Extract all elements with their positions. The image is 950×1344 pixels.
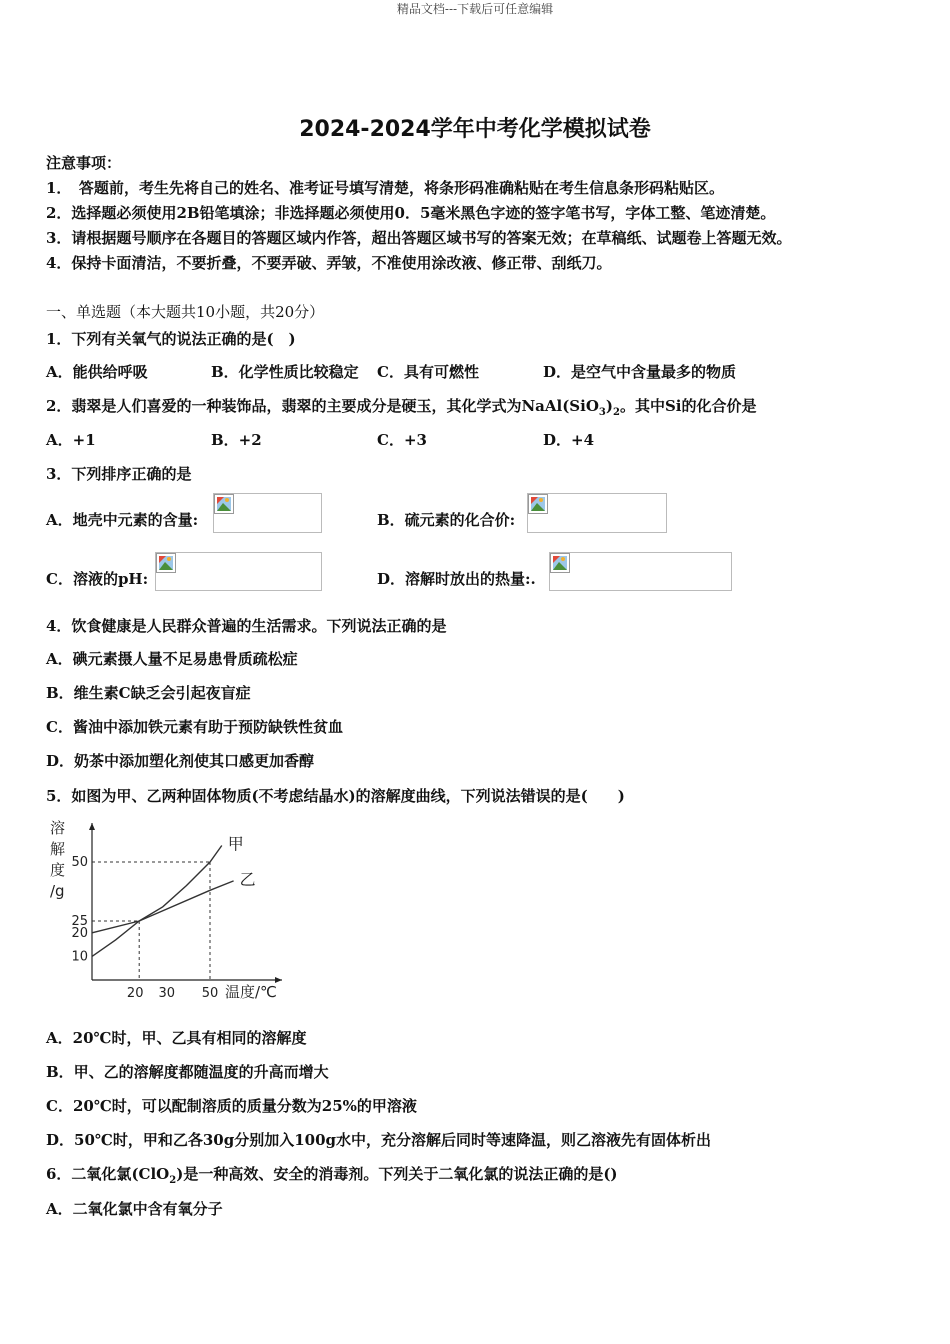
notice-item-1: 1． 答题前，考生先将自己的姓名、准考证号填写清楚，将条形码准确粘贴在考生信息条形码粘贴区。	[46, 179, 724, 197]
q2-option-c: C．+3	[377, 431, 427, 449]
page-title: 2024-2024学年中考化学模拟试卷	[299, 117, 651, 142]
y-axis-label-char-4: /g	[50, 882, 65, 900]
series-label-1: 甲	[227, 834, 244, 854]
y-tick-label-50: 50	[71, 855, 88, 870]
q6-option-a: A．二氧化氯中含有氧分子	[46, 1200, 223, 1218]
page-header: 精品文档---下载后可任意编辑	[396, 2, 554, 16]
q5-stem: 5．如图为甲、乙两种固体物质(不考虑结晶水)的溶解度曲线，下列说法错误的是( )	[46, 787, 625, 805]
q3-c-image-placeholder	[155, 552, 322, 591]
broken-image-icon	[550, 553, 570, 573]
notice-item-4: 4．保持卡面清洁，不要折叠，不要弄破、弄皱，不准使用涂改液、修正带、刮纸刀。	[46, 254, 612, 272]
q5-option-a: A．20℃时，甲、乙具有相同的溶解度	[46, 1029, 307, 1047]
q3-d-image-placeholder	[549, 552, 732, 591]
y-tick-label-20: 20	[71, 925, 88, 941]
y-tick-label-25: 25	[71, 914, 88, 929]
q3-a-image-placeholder	[213, 493, 322, 533]
solubility-chart	[44, 815, 294, 1010]
q4-option-d: D．奶茶中添加塑化剂使其口感更加香醇	[46, 752, 315, 770]
q1-stem: 1．下列有关氧气的说法正确的是( )	[46, 330, 296, 348]
q3-option-c: C．溶液的pH:	[46, 570, 149, 588]
q3-b-image-placeholder	[527, 493, 667, 533]
q1-option-d: D．是空气中含量最多的物质	[543, 363, 737, 381]
q4-stem: 4．饮食健康是人民群众普遍的生活需求。下列说法正确的是	[46, 617, 447, 635]
q3-stem: 3．下列排序正确的是	[46, 465, 192, 483]
y-axis-arrow	[89, 823, 95, 830]
q2-option-a: A．+1	[46, 431, 96, 449]
q6-stem: 6．二氧化氯(ClO$_2$)是一种高效、安全的消毒剂。下列关于二氧化氯的说法正确的是()	[46, 1165, 618, 1186]
section-heading: 一、单选题（本大题共10小题，共20分）	[46, 303, 325, 321]
q1-option-c: C．具有可燃性	[377, 363, 479, 381]
x-axis-label: 温度/℃	[225, 983, 277, 1001]
q4-option-b: B．维生素C缺乏会引起夜盲症	[46, 684, 251, 702]
q2-option-d: D．+4	[543, 431, 595, 449]
q5-option-b: B．甲、乙的溶解度都随温度的升高而增大	[46, 1063, 329, 1081]
y-axis-label-char-1: 溶	[50, 819, 66, 837]
broken-image-icon	[156, 553, 176, 573]
q4-option-c: C．酱油中添加铁元素有助于预防缺铁性贫血	[46, 718, 343, 736]
x-tick-label-30: 30	[158, 986, 176, 1001]
q2-stem: 2．翡翠是人们喜爱的一种装饰品，翡翠的主要成分是硬玉，其化学式为$NaAl(SiO_3)_2$。其中Si的化合价是	[46, 397, 757, 418]
y-axis-label-char-2: 解	[50, 840, 66, 858]
series-label-2: 乙	[239, 869, 256, 889]
notice-item-2: 2．选择题必须使用2B铅笔填涂；非选择题必须使用0．5毫米黑色字迹的签字笔书写，字体工整、笔迹清楚。	[46, 204, 776, 222]
notice-item-3: 3．请根据题号顺序在各题目的答题区域内作答，超出答题区域书写的答案无效；在草稿纸、试题卷上答题无效。	[46, 229, 792, 247]
q2-option-b: B．+2	[211, 431, 262, 449]
y-tick-label-10: 10	[71, 949, 88, 965]
broken-image-icon	[214, 494, 234, 514]
q3-option-d: D．溶解时放出的热量:.	[377, 570, 536, 588]
y-axis-label-char-3: 度	[50, 861, 66, 879]
x-tick-label-50: 50	[201, 986, 219, 1001]
q3-option-b: B．硫元素的化合价:	[377, 511, 516, 529]
q5-option-c: C．20℃时，可以配制溶质的质量分数为25%的甲溶液	[46, 1097, 417, 1115]
q5-option-d: D．50℃时，甲和乙各30g分别加入100g水中，充分溶解后同时等速降温，则乙溶液先有固体析出	[46, 1131, 712, 1149]
broken-image-icon	[528, 494, 548, 514]
q1-option-b: B．化学性质比较稳定	[211, 363, 359, 381]
q4-option-a: A．碘元素摄人量不足易患骨质疏松症	[46, 650, 298, 668]
q1-option-a: A．能供给呼吸	[46, 363, 148, 381]
q3-option-a: A．地壳中元素的含量:	[46, 511, 199, 529]
x-tick-label-20: 20	[126, 986, 144, 1001]
notice-heading: 注意事项：	[46, 154, 122, 172]
